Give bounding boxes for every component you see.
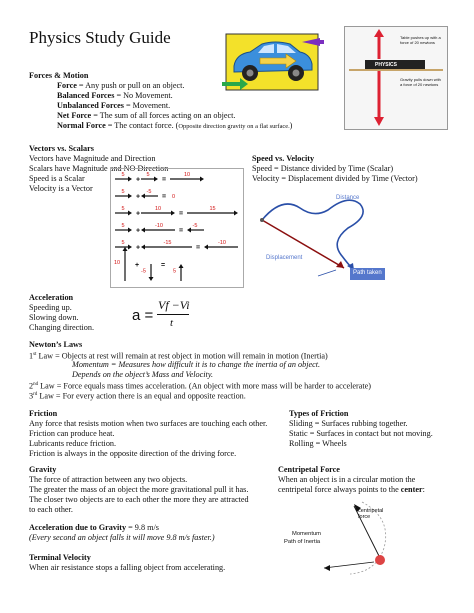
vector-value-label: 5: [121, 189, 125, 195]
acceleration-heading: Acceleration: [29, 293, 74, 302]
vector-value-label: -5: [146, 189, 152, 195]
balanced-def: Balanced Forces = No Movement.: [57, 91, 173, 100]
result-value-label: -10: [218, 240, 226, 246]
normal-force-label: Table pushes up with a force of 20 newtons: [400, 35, 441, 45]
vertical-value-label: 10: [114, 260, 121, 266]
momentum-depends: Depends on the object’s Mass and Velocity.: [72, 370, 214, 379]
normal-force-diagram: [344, 26, 448, 130]
vector-value-label: 5: [121, 240, 125, 246]
displacement-diagram: [252, 188, 392, 283]
centripetal-line-1: When an object is in a circular motion the: [278, 475, 416, 484]
vertical-result-arrow: [179, 264, 184, 281]
friction-line-2: Friction can produce heat.: [29, 429, 115, 438]
accel-line-1: Speeding up.: [29, 303, 72, 312]
vector-addition-diagram: [110, 168, 244, 288]
friction-line-3: Lubricants reduce friction.: [29, 439, 117, 448]
forces-heading: Forces & Motion: [29, 71, 89, 80]
centripetal-force-label: centripetal force: [358, 508, 384, 520]
speed-scalar-line: Speed is a Scalar: [29, 174, 85, 183]
unbalanced-def: Unbalanced Forces = Movement.: [57, 101, 171, 110]
book-label: PHYSICS: [375, 62, 397, 68]
speed-def: Speed = Distance divided by Time (Scalar): [252, 164, 394, 173]
newton-heading: Newton’s Laws: [29, 340, 83, 349]
accel-line-3: Changing direction.: [29, 323, 95, 332]
velocity-def: Velocity = Displacement divided by Time (Vector): [252, 174, 418, 183]
plus-sign: +: [136, 244, 141, 252]
static-friction: Static = Surfaces in contact but not moving.: [289, 429, 433, 438]
friction-line-4: Friction is always in the opposite direction of the driving force.: [29, 449, 237, 458]
accel-formula-lhs: a =: [132, 307, 154, 324]
vertical-vector-arrow: [149, 264, 154, 281]
vectors-heading: Vectors vs. Scalars: [29, 144, 94, 153]
rolling-friction: Rolling = Wheels: [289, 439, 347, 448]
newton-law-3: 3rd Law = For every action there is an equal and opposite reaction.: [29, 391, 246, 401]
gravity-line-3: The closer two objects are to each other the more they are attracted: [29, 495, 249, 504]
force-def: Force = Any push or pull on an object.: [57, 81, 185, 90]
plus-sign: +: [136, 210, 141, 218]
types-friction-heading: Types of Friction: [289, 409, 349, 418]
centripetal-line-2: centripetal force always points to the center:: [278, 485, 425, 494]
vertical-result-label: 5: [173, 268, 177, 275]
result-value-label: 15: [209, 206, 216, 212]
vertical-vector-arrow: [123, 247, 128, 281]
accel-gravity-heading: Acceleration due to Gravity = 9.8 m/s: [29, 523, 159, 532]
result-value-label: -5: [192, 223, 198, 229]
normal-force-def: Normal Force = The contact force. (Opposite direction gravity on a flat surface.): [57, 121, 293, 130]
gravity-force-label: Gravity pulls down with a force of 20 newtons: [400, 77, 441, 87]
centripetal-heading: Centripetal Force: [278, 465, 340, 474]
car-force-image: [220, 26, 326, 96]
sliding-friction: Sliding = Surfaces rubbing together.: [289, 419, 408, 428]
speed-heading: Speed vs. Velocity: [252, 154, 315, 163]
scalars-line: Scalars have Magnitude and NO Direction: [29, 164, 169, 173]
vector-value-label: 5: [121, 223, 125, 229]
displacement-label: Displacement: [266, 255, 303, 261]
vector-value-label: 10: [155, 206, 162, 212]
vector-value-label: 5: [121, 172, 125, 178]
equals-sign: =: [179, 227, 184, 235]
page-title: Physics Study Guide: [29, 28, 171, 47]
terminal-heading: Terminal Velocity: [29, 553, 91, 562]
result-value-label: 0: [172, 194, 176, 200]
accel-formula-numerator: Vf −Vi: [158, 298, 190, 312]
friction-heading: Friction: [29, 409, 58, 418]
gravity-line-1: The force of attraction between any two objects.: [29, 475, 188, 484]
velocity-vector-line: Velocity is a Vector: [29, 184, 93, 193]
vectors-line: Vectors have Magnitude and Direction: [29, 154, 156, 163]
equals-sign: =: [161, 262, 166, 269]
equals-sign: =: [162, 176, 167, 184]
plus-sign: +: [135, 262, 140, 269]
centripetal-diagram: [284, 498, 404, 576]
momentum-def: Momentum = Measures how difficult it is to change the inertia of an object.: [72, 360, 321, 369]
terminal-line: When air resistance stops a falling object from accelerating.: [29, 563, 226, 572]
plus-sign: +: [136, 193, 141, 201]
vertical-value-label: -5: [141, 268, 146, 275]
gravity-line-4: to each other.: [29, 505, 73, 514]
gravity-line-2: The greater the mass of an object the more gravitational pull it has.: [29, 485, 249, 494]
distance-label: Distance: [336, 195, 360, 201]
newton-law-2: 2nd Law = Force equals mass times acceleration. (An object with more mass will be harder to accelerate): [29, 381, 371, 391]
accel-gravity-note: (Every second an object falls it will move 9.8 m/s faster.): [29, 533, 215, 542]
equals-sign: =: [179, 210, 184, 218]
net-force-def: Net Force = The sum of all forces acting on an object.: [57, 111, 236, 120]
vector-value-label: -10: [155, 223, 163, 229]
path-taken-label: Path taken: [350, 268, 385, 280]
friction-line-1: Any force that resists motion when two surfaces are touching each other.: [29, 419, 268, 428]
result-value-label: 10: [184, 172, 191, 178]
momentum-label: Momentum: [292, 531, 321, 537]
plus-sign: +: [136, 227, 141, 235]
newton-law-1: 1st Law = Objects at rest will remain at rest object in motion will remain in motion (Inertia): [29, 351, 328, 361]
formula-fraction-bar: [157, 314, 189, 315]
vector-value-label: -15: [163, 240, 172, 246]
inertia-path-label: Path of Inertia: [284, 539, 321, 545]
accel-formula-denominator: t: [170, 317, 174, 329]
vector-value-label: 5: [121, 206, 125, 212]
accel-line-2: Slowing down.: [29, 313, 79, 322]
plus-sign: +: [136, 176, 141, 184]
vector-value-label: 5: [146, 172, 150, 178]
equals-sign: =: [196, 244, 201, 252]
equals-sign: =: [162, 193, 167, 201]
gravity-heading: Gravity: [29, 465, 57, 474]
